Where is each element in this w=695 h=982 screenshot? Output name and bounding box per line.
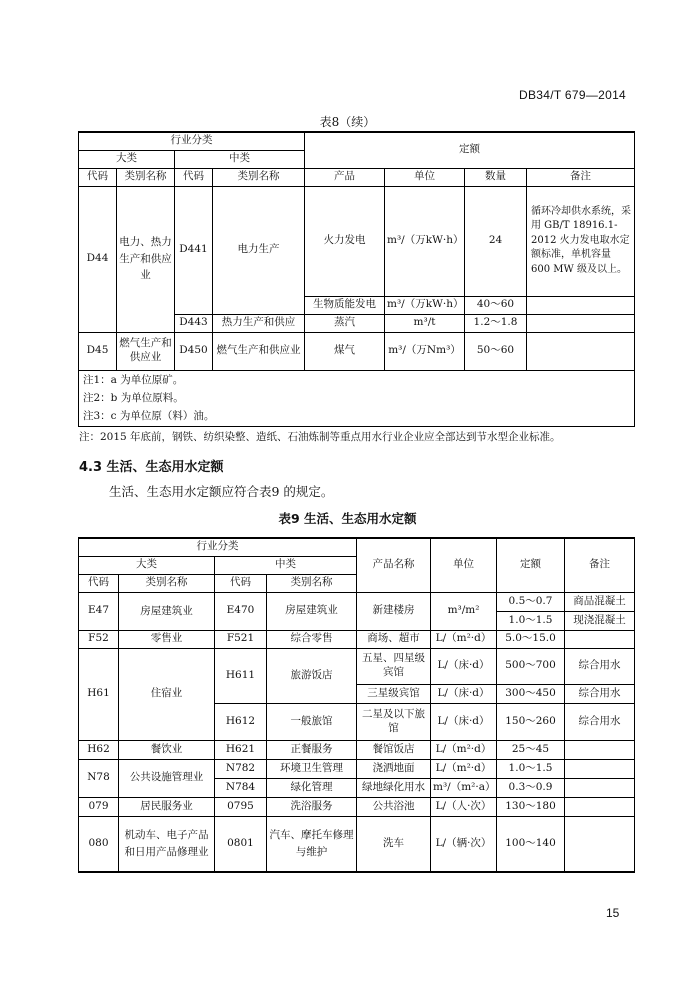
cell-category-name: 汽车、摩托车修理与维护 [267,816,357,872]
cell-quota: 1.0～1.5 [497,611,565,630]
cell-code: H621 [215,740,267,759]
cell-code: H611 [215,648,267,703]
cell-unit: m³/t [385,314,465,332]
cell-product-name: 三星级宾馆 [357,684,431,703]
cell-product-name: 二星及以下旅馆 [357,703,431,740]
cell-category-name: 公共设施管理业 [119,759,215,797]
table8 [78,131,635,427]
cell-quota: 1.0～1.5 [497,759,565,778]
cell-quantity: 40～60 [465,296,527,314]
cell-category-name: 房屋建筑业 [119,592,215,630]
cell-category-name: 燃气生产和供应业 [213,332,305,370]
cell-code: E470 [215,592,267,630]
cell-category-name: 电力、热力生产和供应业 [117,186,175,332]
header-medium: 中类 [175,150,305,168]
cell-product-name: 新建楼房 [357,592,431,630]
cell-product-name: 餐馆饭店 [357,740,431,759]
note-line: 注2：b 为单位原料。 [83,392,184,404]
cell-category-name: 旅游饭店 [267,648,357,703]
cell-remark [527,296,635,314]
cell-quota: 500～700 [497,648,565,684]
header-category-name: 类别名称 [117,168,175,186]
cell-unit: L/（m²·d） [431,630,497,648]
cell-category-name: 绿化管理 [267,778,357,797]
table8-final-note: 注：2015 年底前，钢铁、纺织染整、造纸、石油炼制等重点用水行业企业应全部达到节水型企业标准。 [79,431,561,443]
header-quota: 定额 [305,132,635,168]
cell-category-name: 正餐服务 [267,740,357,759]
cell-category-name: 洗浴服务 [267,797,357,816]
cell-unit: L/（m²·d） [431,740,497,759]
header-unit: 单位 [431,538,497,592]
cell-category-name: 综合零售 [267,630,357,648]
cell-remark [527,332,635,370]
cell-remark: 商品混凝土 [565,592,635,611]
note-line: 注3：c 为单位原（料）油。 [83,410,215,422]
cell-unit: L/（床·d） [431,648,497,684]
page-number: 15 [606,906,620,920]
cell-product-name: 商场、超市 [357,630,431,648]
cell-unit: m³/（万kW·h） [385,186,465,296]
cell-category-name: 燃气生产和供应业 [117,332,175,370]
section-text: 生活、生态用水定额应符合表9 的规定。 [109,484,334,499]
cell-code: F52 [79,630,119,648]
section-heading: 4.3 生活、生态用水定额 [79,460,224,475]
cell-code: D45 [79,332,117,370]
cell-remark: 综合用水 [565,648,635,684]
cell-quota: 25～45 [497,740,565,759]
header-major: 大类 [79,556,215,574]
cell-product: 火力发电 [305,186,385,296]
cell-quota: 0.5～0.7 [497,592,565,611]
cell-quota: 100～140 [497,816,565,872]
cell-category-name: 住宿业 [119,648,215,740]
cell-remark: 综合用水 [565,703,635,740]
header-major: 大类 [79,150,175,168]
cell-category-name: 餐饮业 [119,740,215,759]
header-remark: 备注 [527,168,635,186]
cell-remark: 循环冷却供水系统，采用 GB/T 18916.1-2012 火力发电取水定额标准，单机容量 600 MW 级及以上。 [527,186,635,296]
cell-code: D441 [175,186,213,314]
cell-remark [565,816,635,872]
document-code: DB34/T 679—2014 [519,88,627,102]
cell-remark [565,630,635,648]
cell-product: 煤气 [305,332,385,370]
cell-category-name: 零售业 [119,630,215,648]
cell-quantity: 24 [465,186,527,296]
cell-code: F521 [215,630,267,648]
cell-quota: 150～260 [497,703,565,740]
cell-category-name: 机动车、电子产品和日用产品修理业 [119,816,215,872]
cell-quantity: 50～60 [465,332,527,370]
cell-remark [565,740,635,759]
header-industry: 行业分类 [79,132,305,150]
cell-code: 080 [79,816,119,872]
header-code: 代码 [215,574,267,592]
cell-remark [565,797,635,816]
cell-product-name: 公共浴池 [357,797,431,816]
cell-quantity: 1.2～1.8 [465,314,527,332]
table9-caption: 表9 生活、生态用水定额 [278,511,417,526]
table9 [78,537,635,873]
cell-remark [527,314,635,332]
header-product-name: 产品名称 [357,538,431,592]
cell-code: H612 [215,703,267,740]
cell-code: E47 [79,592,119,630]
cell-quota: 130～180 [497,797,565,816]
cell-remark: 现浇混凝土 [565,611,635,630]
cell-unit: L/（辆·次） [431,816,497,872]
cell-product-name: 五星、四星级宾馆 [357,648,431,684]
cell-product-name: 洗车 [357,816,431,872]
cell-code: 0801 [215,816,267,872]
header-industry: 行业分类 [79,538,357,556]
cell-category-name: 电力生产 [213,186,305,314]
cell-code: D450 [175,332,213,370]
header-product: 产品 [305,168,385,186]
cell-unit: m³/m² [431,592,497,630]
header-category-name: 类别名称 [267,574,357,592]
header-category-name: 类别名称 [213,168,305,186]
header-remark: 备注 [565,538,635,592]
cell-code: 0795 [215,797,267,816]
table8-notes [79,370,635,426]
cell-unit: L/（人·次） [431,797,497,816]
header-quota: 定额 [497,538,565,592]
table8-caption: 表8（续） [319,115,376,129]
cell-unit: m³/（万Nm³） [385,332,465,370]
cell-product: 蒸汽 [305,314,385,332]
cell-product-name: 绿地绿化用水 [357,778,431,797]
cell-quota: 300～450 [497,684,565,703]
cell-code: N78 [79,759,119,797]
cell-code: H61 [79,648,119,740]
cell-unit: m³/（万kW·h） [385,296,465,314]
header-code: 代码 [175,168,213,186]
note-line: 注1：a 为单位原矿。 [83,374,184,386]
cell-code: N782 [215,759,267,778]
header-category-name: 类别名称 [119,574,215,592]
cell-code: D443 [175,314,213,332]
header-unit: 单位 [385,168,465,186]
header-code: 代码 [79,574,119,592]
cell-unit: L/（床·d） [431,684,497,703]
cell-product-name: 浇洒地面 [357,759,431,778]
cell-code: H62 [79,740,119,759]
cell-code: D44 [79,186,117,332]
header-medium: 中类 [215,556,357,574]
cell-remark [565,759,635,778]
cell-unit: L/（床·d） [431,703,497,740]
cell-remark: 综合用水 [565,684,635,703]
cell-category-name: 热力生产和供应 [213,314,305,332]
cell-category-name: 房屋建筑业 [267,592,357,630]
cell-code: 079 [79,797,119,816]
cell-category-name: 一般旅馆 [267,703,357,740]
cell-product: 生物质能发电 [305,296,385,314]
cell-unit: L/（m²·d） [431,759,497,778]
cell-category-name: 居民服务业 [119,797,215,816]
header-code: 代码 [79,168,117,186]
header-quantity: 数量 [465,168,527,186]
cell-unit: m³/（m²·a） [431,778,497,797]
cell-remark [565,778,635,797]
cell-quota: 5.0～15.0 [497,630,565,648]
cell-quota: 0.3～0.9 [497,778,565,797]
cell-category-name: 环境卫生管理 [267,759,357,778]
cell-code: N784 [215,778,267,797]
